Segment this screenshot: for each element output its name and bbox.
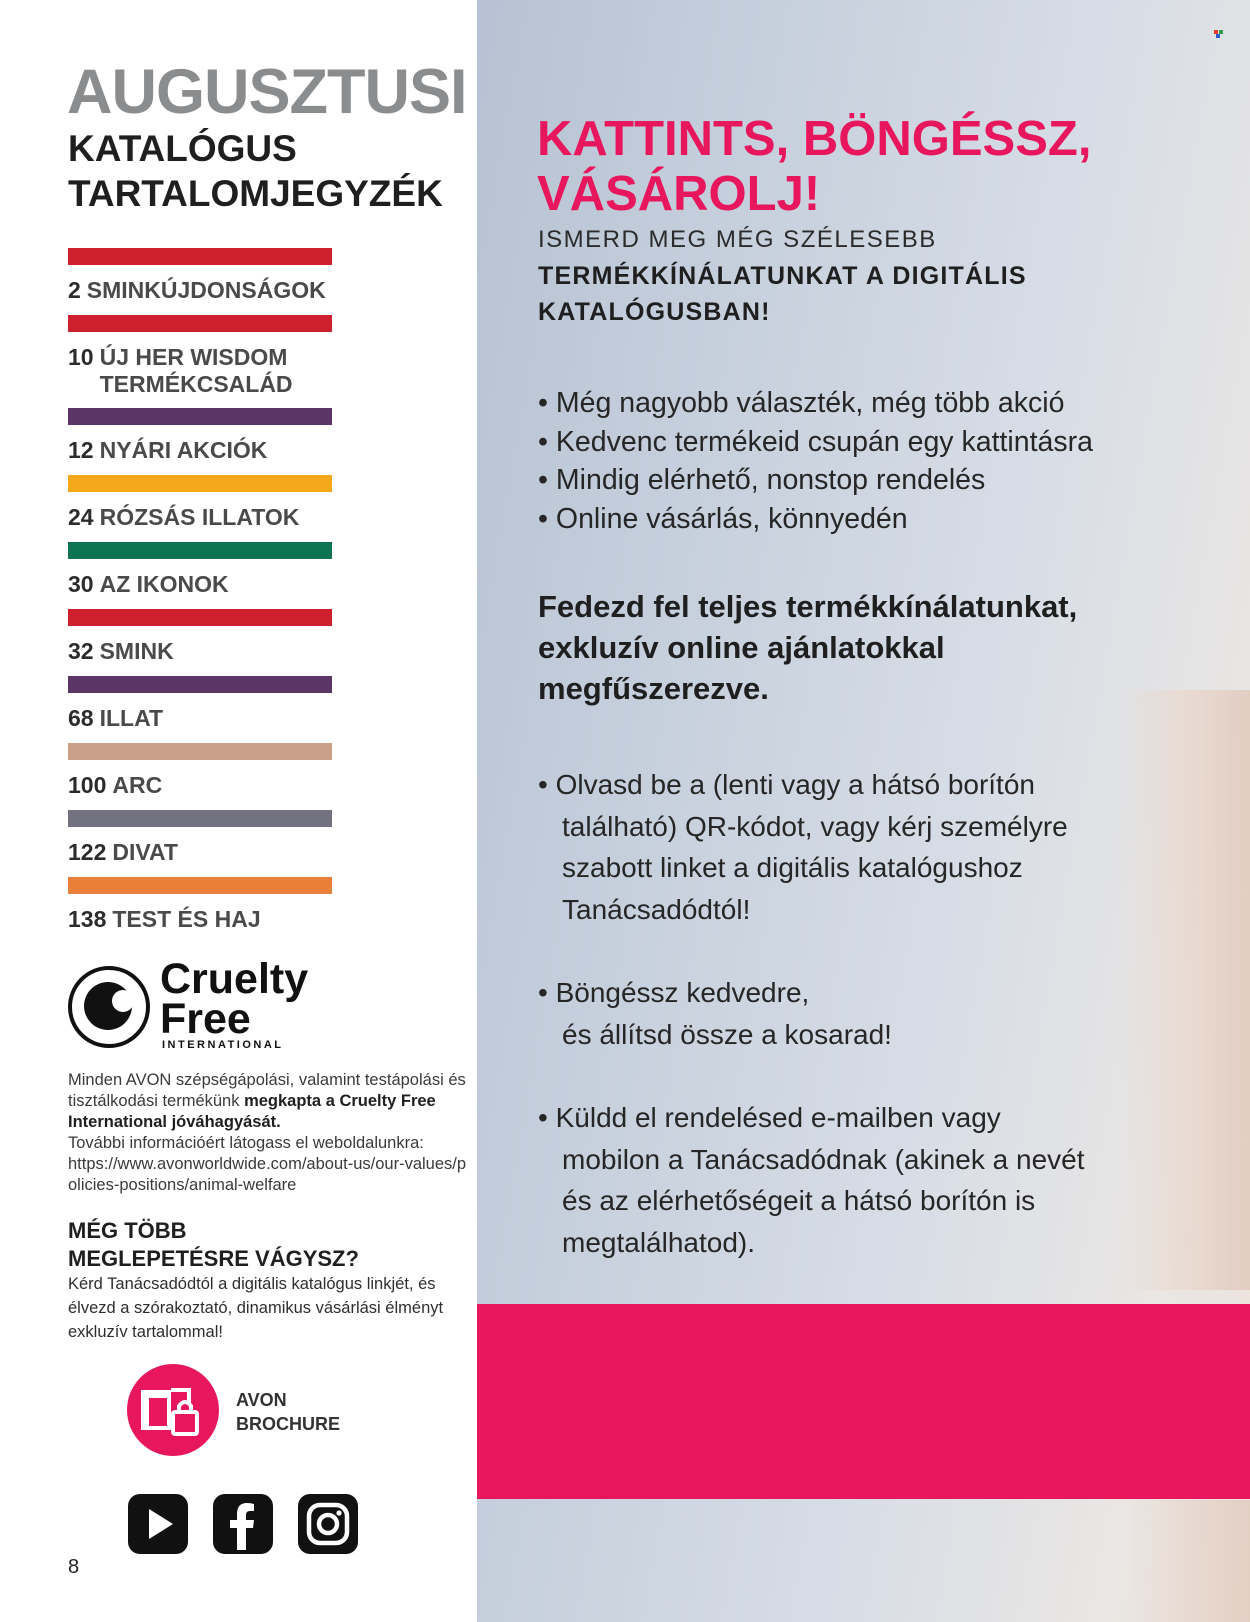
toc-item[interactable] bbox=[68, 877, 332, 944]
instruction-line: • Olvasd be a (lenti vagy a hátsó borítón bbox=[538, 769, 1035, 800]
discover-line: exkluzív online ajánlatokkal bbox=[538, 630, 945, 665]
toc-label: TEST ÉS HAJ bbox=[112, 906, 261, 932]
benefit-text: Mindig elérhető, nonstop rendelés bbox=[555, 464, 986, 496]
facebook-icon[interactable] bbox=[213, 1494, 273, 1554]
promo-subtitle: ISMERD MEG MÉG SZÉLESEBB bbox=[538, 226, 937, 253]
corner-logo-icon bbox=[1214, 30, 1224, 38]
brochure-label-line2: BROCHURE bbox=[236, 1414, 341, 1434]
cf-url-link[interactable]: https://www.avonworldwide.com/about-us/our-values/policies-positions/animal-welfare bbox=[68, 1155, 467, 1194]
youtube-icon[interactable] bbox=[128, 1494, 188, 1554]
benefit-text: Még nagyobb választék, még több akció bbox=[555, 387, 1065, 419]
toc-entry bbox=[68, 693, 332, 743]
toc-item[interactable] bbox=[68, 248, 332, 315]
fabric-background-bottom bbox=[1130, 1500, 1250, 1622]
avon-brochure-label bbox=[236, 1388, 340, 1436]
toc-item[interactable] bbox=[68, 542, 332, 609]
instruction-line: Tanácsadódtól! bbox=[562, 893, 751, 925]
toc-label: ILLAT bbox=[99, 705, 164, 731]
toc-item[interactable] bbox=[68, 475, 332, 542]
toc-label: SMINKÚJDONSÁGOK bbox=[86, 277, 326, 303]
toc-page-number: 10 bbox=[68, 344, 94, 370]
table-of-contents-column bbox=[0, 0, 477, 1622]
toc-page-number: 122 bbox=[68, 839, 107, 865]
toc-item[interactable] bbox=[68, 315, 332, 408]
brochure-label-line1: AVON bbox=[236, 1390, 287, 1410]
more-surprises-heading bbox=[68, 1217, 359, 1273]
list-item: • Még nagyobb választék, még több akció bbox=[538, 387, 1065, 419]
eye-icon bbox=[68, 966, 150, 1048]
catalog-heading-line2: TARTALOMJEGYZÉK bbox=[68, 173, 443, 214]
discover-heading bbox=[538, 586, 1218, 709]
fabric-background bbox=[1120, 690, 1250, 1290]
discover-line: megfűszerezve. bbox=[538, 671, 769, 706]
toc-color-bar bbox=[68, 475, 332, 492]
toc-color-bar bbox=[68, 877, 332, 894]
toc-entry bbox=[68, 827, 332, 877]
instruction-line: található) QR-kódot, vagy kérj személyre bbox=[562, 810, 1068, 842]
instruction-text: Küldd el rendelésed e-mailben vagy bbox=[555, 1102, 1001, 1133]
avon-brochure-app-icon[interactable] bbox=[127, 1364, 219, 1456]
instruction-text: Böngéssz kedvedre, bbox=[555, 977, 810, 1008]
promo-subtitle-bold-line2: KATALÓGUSBAN! bbox=[538, 298, 771, 326]
cf-logo-word2: Free bbox=[160, 995, 251, 1043]
toc-color-bar bbox=[68, 248, 332, 265]
cruelty-free-text bbox=[68, 1070, 468, 1196]
page-number: 8 bbox=[68, 1556, 80, 1578]
promo-title-line2: VÁSÁROLJ! bbox=[537, 167, 821, 221]
cruelty-free-logo bbox=[68, 955, 309, 1053]
toc-page-number: 138 bbox=[68, 906, 107, 932]
cf-text-part1: Minden AVON szépségápolási, valamint testápolási és tisztálkodási termékünk bbox=[68, 1071, 466, 1110]
benefit-list bbox=[538, 384, 1093, 538]
toc-page-number: 2 bbox=[68, 277, 81, 303]
toc-page-number: 100 bbox=[68, 772, 107, 798]
cf-text-bold: megkapta a Cruelty Free International jóváhagyását. bbox=[68, 1092, 436, 1131]
instruction-line: és az elérhetőségeit a hátsó borítón is bbox=[562, 1185, 1036, 1216]
toc-item[interactable] bbox=[68, 609, 332, 676]
cf-logo-word1: Cruelty bbox=[160, 955, 309, 1003]
catalog-heading-line1: KATALÓGUS bbox=[68, 128, 297, 169]
instruction-line: megtalálhatod). bbox=[562, 1226, 756, 1258]
toc-color-bar bbox=[68, 315, 332, 332]
toc-label: DIVAT bbox=[112, 839, 178, 865]
promo-title-line1: KATTINTS, BÖNGÉSSZ, bbox=[537, 112, 1092, 166]
toc-label: RÓZSÁS ILLATOK bbox=[99, 504, 300, 530]
toc-entry bbox=[68, 492, 332, 542]
toc-entry bbox=[68, 894, 332, 944]
toc-label bbox=[100, 344, 293, 398]
toc-color-bar bbox=[68, 743, 332, 760]
discover-line: Fedezd fel teljes termékkínálatunkat, bbox=[538, 589, 1078, 624]
instruction-line: és állítsd össze a kosarad! bbox=[562, 1018, 892, 1050]
toc-entry bbox=[68, 265, 332, 315]
pink-accent-band bbox=[477, 1304, 1250, 1499]
more-heading-line2: MEGLEPETÉSRE VÁGYSZ? bbox=[68, 1246, 359, 1271]
toc-label-line1: ÚJ HER WISDOM bbox=[99, 344, 288, 370]
toc-item[interactable] bbox=[68, 408, 332, 475]
instruction-line: • Böngéssz kedvedre, bbox=[538, 977, 810, 1008]
list-item: • Mindig elérhető, nonstop rendelés bbox=[538, 464, 986, 496]
more-heading-line1: MÉG TÖBB bbox=[68, 1218, 187, 1243]
toc-page-number: 68 bbox=[68, 705, 94, 731]
toc-color-bar bbox=[68, 609, 332, 626]
toc-item[interactable] bbox=[68, 743, 332, 810]
cf-logo-word3: INTERNATIONAL bbox=[162, 1039, 284, 1051]
instruction-line: szabott linket a digitális katalógushoz bbox=[562, 852, 1023, 883]
toc-label-line2: TERMÉKCSALÁD bbox=[99, 371, 293, 397]
toc-page-number: 24 bbox=[68, 504, 94, 530]
instruction-text: Olvasd be a (lenti vagy a hátsó borítón bbox=[555, 769, 1035, 800]
toc-entry bbox=[68, 626, 332, 676]
toc-entry bbox=[68, 559, 332, 609]
toc-page-number: 12 bbox=[68, 437, 94, 463]
list-item: • Online vásárlás, könnyedén bbox=[538, 502, 908, 535]
toc-item[interactable] bbox=[68, 676, 332, 743]
instruction-browse bbox=[538, 972, 892, 1055]
toc-entry bbox=[68, 760, 332, 810]
instruction-send-order bbox=[538, 1097, 1085, 1263]
toc-entry bbox=[68, 332, 332, 408]
toc-label: SMINK bbox=[99, 638, 174, 664]
toc-label: NYÁRI AKCIÓK bbox=[99, 437, 268, 463]
brochure-bag-icon bbox=[127, 1364, 219, 1456]
promo-title bbox=[537, 112, 1091, 222]
benefit-text: Kedvenc termékeid csupán egy kattintásra bbox=[555, 425, 1093, 458]
toc-list bbox=[68, 248, 332, 944]
toc-label: AZ IKONOK bbox=[99, 571, 229, 597]
toc-page-number: 30 bbox=[68, 571, 94, 597]
instruction-line: mobilon a Tanácsadódnak (akinek a nevét bbox=[562, 1143, 1085, 1175]
toc-label: ARC bbox=[112, 772, 163, 798]
month-title: AUGUSZTUSI bbox=[67, 57, 467, 127]
toc-color-bar bbox=[68, 542, 332, 559]
instruction-line: • Küldd el rendelésed e-mailben vagy bbox=[538, 1102, 1001, 1133]
toc-color-bar bbox=[68, 676, 332, 693]
list-item: • Kedvenc termékeid csupán egy kattintásra bbox=[538, 425, 1093, 458]
instruction-scan-qr bbox=[538, 764, 1068, 930]
catalog-heading bbox=[68, 126, 443, 216]
more-surprises-text: Kérd Tanácsadódtól a digitális katalógus linkjét, és élvezd a szórakoztató, dinamikus vásárlási élményt exkluzív tartalommal! bbox=[68, 1275, 444, 1341]
toc-page-number: 32 bbox=[68, 638, 94, 664]
toc-color-bar bbox=[68, 408, 332, 425]
promo-subtitle-bold-line1: TERMÉKKÍNÁLATUNKAT A DIGITÁLIS bbox=[538, 262, 1027, 290]
digital-catalog-promo bbox=[477, 0, 1250, 1622]
promo-subtitle-bold bbox=[538, 258, 1027, 330]
toc-item[interactable] bbox=[68, 810, 332, 877]
toc-color-bar bbox=[68, 810, 332, 827]
instagram-icon[interactable] bbox=[298, 1494, 358, 1554]
benefit-text: Online vásárlás, könnyedén bbox=[555, 502, 908, 535]
cf-text-part2: További információért látogass el weboldalunkra: bbox=[68, 1134, 424, 1152]
toc-entry bbox=[68, 425, 332, 475]
